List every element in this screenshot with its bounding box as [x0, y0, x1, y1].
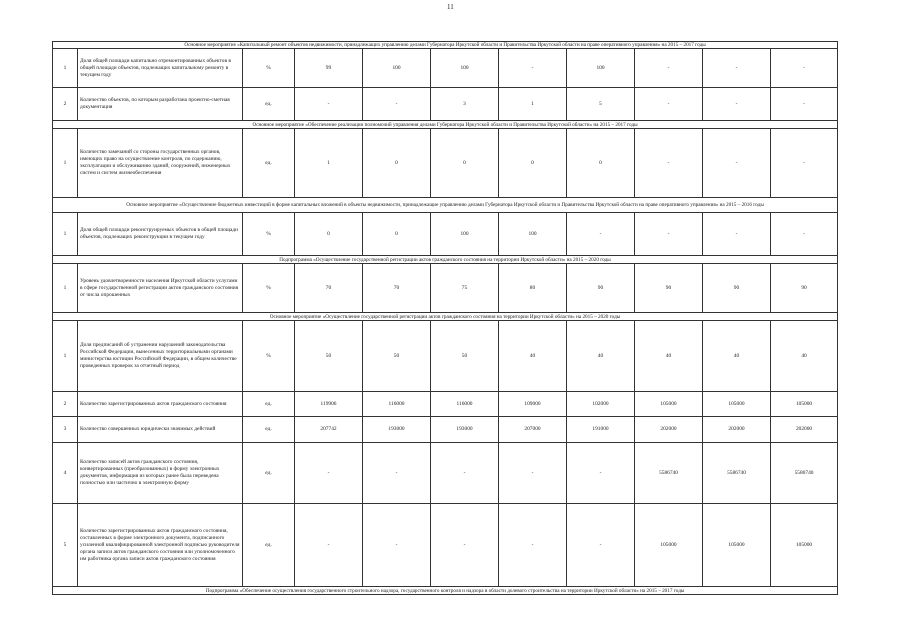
section-header-row: [53, 121, 838, 129]
value-cell: 0: [499, 129, 567, 198]
table-row: [53, 129, 838, 198]
value-cell: 0: [431, 129, 499, 198]
section-header: Подпрограмма «Обеспечение осуществления государственного строительного надзора, государственного контроля и надзора в области долевого строительства на территории Иркутской области» на 2015 – 2017 годы: [53, 587, 838, 595]
section-header-row: [53, 587, 838, 595]
unit-cell: ед.: [243, 88, 295, 121]
value-cell: 90: [635, 264, 703, 313]
section-header-row: [53, 42, 838, 49]
value-cell: 40: [703, 321, 771, 392]
value-cell: 5586740: [771, 443, 838, 504]
unit-cell: ед.: [243, 417, 295, 443]
value-cell: -: [499, 504, 567, 587]
value-cell: 0: [295, 213, 363, 256]
value-cell: 70: [295, 264, 363, 313]
section-header-row: [53, 256, 838, 264]
table-row: [53, 443, 838, 504]
value-cell: -: [499, 443, 567, 504]
value-cell: 105000: [703, 504, 771, 587]
indicator-name-cell: Количество совершенных юридически значимых действий: [78, 417, 243, 443]
value-cell: 100: [567, 49, 635, 88]
section-header: Основное мероприятие «Осуществление бюджетных инвестиций в форме капитальных вложений в объекты недвижимости, принадлежащие управлению делами Губернатора Иркутской области и Правительства Иркутской области на праве оперативного управления» на 2015 – 2016 годы: [53, 198, 838, 213]
value-cell: 0: [567, 129, 635, 198]
value-cell: 5: [567, 88, 635, 121]
indicator-name-cell: Доля общей площади капитально отремонтированных объектов в общей площади объектов, подлежащих капитальному ремонту в текущем году: [78, 49, 243, 88]
unit-cell: %: [243, 264, 295, 313]
section-header-row: [53, 198, 838, 213]
unit-cell: ед.: [243, 129, 295, 198]
indicator-name-cell: Доля предписаний об устранении нарушений законодательства Российской Федерации, вынесенных территориальными органами министерства юстиции Российской Федерации, в общем количестве проведенных проверок за отчетный период: [78, 321, 243, 392]
value-cell: 105000: [635, 504, 703, 587]
value-cell: 105000: [703, 392, 771, 417]
value-cell: 105000: [771, 504, 838, 587]
value-cell: 193000: [431, 417, 499, 443]
table-row: [53, 504, 838, 587]
value-cell: 0: [363, 213, 431, 256]
value-cell: 100: [363, 49, 431, 88]
value-cell: 116000: [431, 392, 499, 417]
value-cell: -: [703, 49, 771, 88]
value-cell: 191000: [567, 417, 635, 443]
value-cell: 105000: [635, 392, 703, 417]
value-cell: -: [771, 88, 838, 121]
value-cell: 109000: [499, 392, 567, 417]
indicator-name-cell: Количество записей актов гражданского состояния, конвертированных (преобразованных) в форму электронных документов, информация из которых ранее была переведена полностью или частично в электронную форму: [78, 443, 243, 504]
section-header: Основное мероприятие «Осуществление государственной регистрации актов гражданского состояния на территории Иркутской области» на 2015 – 2020 годы: [53, 313, 838, 321]
indicator-name-cell: Количество объектов, по которым разработана проектно-сметная документация: [78, 88, 243, 121]
value-cell: -: [499, 49, 567, 88]
value-cell: 202000: [635, 417, 703, 443]
value-cell: 102000: [567, 392, 635, 417]
value-cell: 75: [431, 264, 499, 313]
value-cell: 207000: [499, 417, 567, 443]
row-number-cell: 1: [53, 213, 78, 256]
value-cell: 202000: [703, 417, 771, 443]
value-cell: 202000: [771, 417, 838, 443]
value-cell: 40: [499, 321, 567, 392]
indicator-name-cell: Количество зарегистрированных актов гражданского состояния, составленных в форме электронного документа, подписанного усиленной квалифицированной электронной подписью руководителя органа записи актов гражданского состояния или уполномоченного им работника органа записи актов гражданского состояния: [78, 504, 243, 587]
value-cell: -: [295, 88, 363, 121]
value-cell: -: [703, 213, 771, 256]
value-cell: 100: [431, 213, 499, 256]
row-number-cell: 1: [53, 129, 78, 198]
indicator-name-cell: Доля общей площади реконструируемых объектов в общей площади объектов, подлежащих реконструкции в текущем году: [78, 213, 243, 256]
value-cell: 90: [771, 264, 838, 313]
value-cell: 40: [771, 321, 838, 392]
value-cell: 5586740: [635, 443, 703, 504]
section-header: Основное мероприятие «Обеспечение реализации полномочий управления делами Губернатора Иркутской области и Правительства Иркутской области» на 2015 – 2017 годы: [53, 121, 838, 129]
row-number-cell: 4: [53, 443, 78, 504]
value-cell: -: [771, 213, 838, 256]
value-cell: 90: [567, 264, 635, 313]
unit-cell: %: [243, 213, 295, 256]
value-cell: -: [431, 443, 499, 504]
value-cell: 40: [635, 321, 703, 392]
value-cell: -: [635, 49, 703, 88]
value-cell: 90: [703, 264, 771, 313]
row-number-cell: 3: [53, 417, 78, 443]
value-cell: 99: [295, 49, 363, 88]
value-cell: -: [635, 129, 703, 198]
row-number-cell: 1: [53, 49, 78, 88]
indicator-name-cell: Количество зарегистрированных актов гражданского состояния: [78, 392, 243, 417]
value-cell: 70: [363, 264, 431, 313]
unit-cell: ед.: [243, 504, 295, 587]
value-cell: 3: [431, 88, 499, 121]
value-cell: -: [363, 88, 431, 121]
row-number-cell: 2: [53, 392, 78, 417]
row-number-cell: 1: [53, 264, 78, 313]
row-number-cell: 5: [53, 504, 78, 587]
value-cell: -: [771, 129, 838, 198]
table-row: [53, 392, 838, 417]
value-cell: 119906: [295, 392, 363, 417]
value-cell: 105000: [771, 392, 838, 417]
value-cell: -: [567, 213, 635, 256]
unit-cell: %: [243, 321, 295, 392]
value-cell: -: [295, 443, 363, 504]
table-row: [53, 417, 838, 443]
section-header: Основное мероприятие «Капитальный ремонт объектов недвижимости, принадлежащих управлению делами Губернатора Иркутской области и Правительства Иркутской области на праве оперативного управления» на 2015 – 2017 годы: [53, 42, 838, 49]
value-cell: 80: [499, 264, 567, 313]
indicator-name-cell: Количество замечаний со стороны государственных органов, имеющих право на осуществление контроля, по содержанию, эксплуатации и обслуживанию зданий, сооружений, инженерных систем и систем жизнеобеспечения: [78, 129, 243, 198]
table-row: [53, 321, 838, 392]
value-cell: 0: [363, 129, 431, 198]
value-cell: -: [703, 88, 771, 121]
value-cell: -: [635, 213, 703, 256]
section-header: Подпрограмма «Осуществление государственной регистрации актов гражданского состояния на территории Иркутской области» на 2015 – 2020 годы: [53, 256, 838, 264]
value-cell: -: [567, 504, 635, 587]
value-cell: 50: [431, 321, 499, 392]
table-row: [53, 49, 838, 88]
value-cell: -: [771, 49, 838, 88]
value-cell: 50: [363, 321, 431, 392]
indicator-name-cell: Уровень удовлетворенности населения Иркутской области услугами в сфере государственной регистрации актов гражданского состояния от числа опрошенных: [78, 264, 243, 313]
value-cell: 1: [295, 129, 363, 198]
unit-cell: ед.: [243, 443, 295, 504]
value-cell: 116000: [363, 392, 431, 417]
value-cell: 193000: [363, 417, 431, 443]
table-row: [53, 264, 838, 313]
row-number-cell: 1: [53, 321, 78, 392]
value-cell: -: [363, 504, 431, 587]
value-cell: 5586740: [703, 443, 771, 504]
section-header-row: [53, 313, 838, 321]
unit-cell: ед.: [243, 392, 295, 417]
table-row: [53, 213, 838, 256]
value-cell: -: [431, 504, 499, 587]
value-cell: -: [363, 443, 431, 504]
value-cell: 100: [431, 49, 499, 88]
value-cell: 207742: [295, 417, 363, 443]
row-number-cell: 2: [53, 88, 78, 121]
value-cell: -: [295, 504, 363, 587]
value-cell: -: [635, 88, 703, 121]
value-cell: -: [703, 129, 771, 198]
value-cell: 40: [567, 321, 635, 392]
value-cell: -: [567, 443, 635, 504]
value-cell: 50: [295, 321, 363, 392]
unit-cell: %: [243, 49, 295, 88]
value-cell: 1: [499, 88, 567, 121]
table-row: [53, 88, 838, 121]
value-cell: 100: [499, 213, 567, 256]
indicators-table: [52, 41, 838, 595]
page-number: 11: [447, 3, 454, 11]
